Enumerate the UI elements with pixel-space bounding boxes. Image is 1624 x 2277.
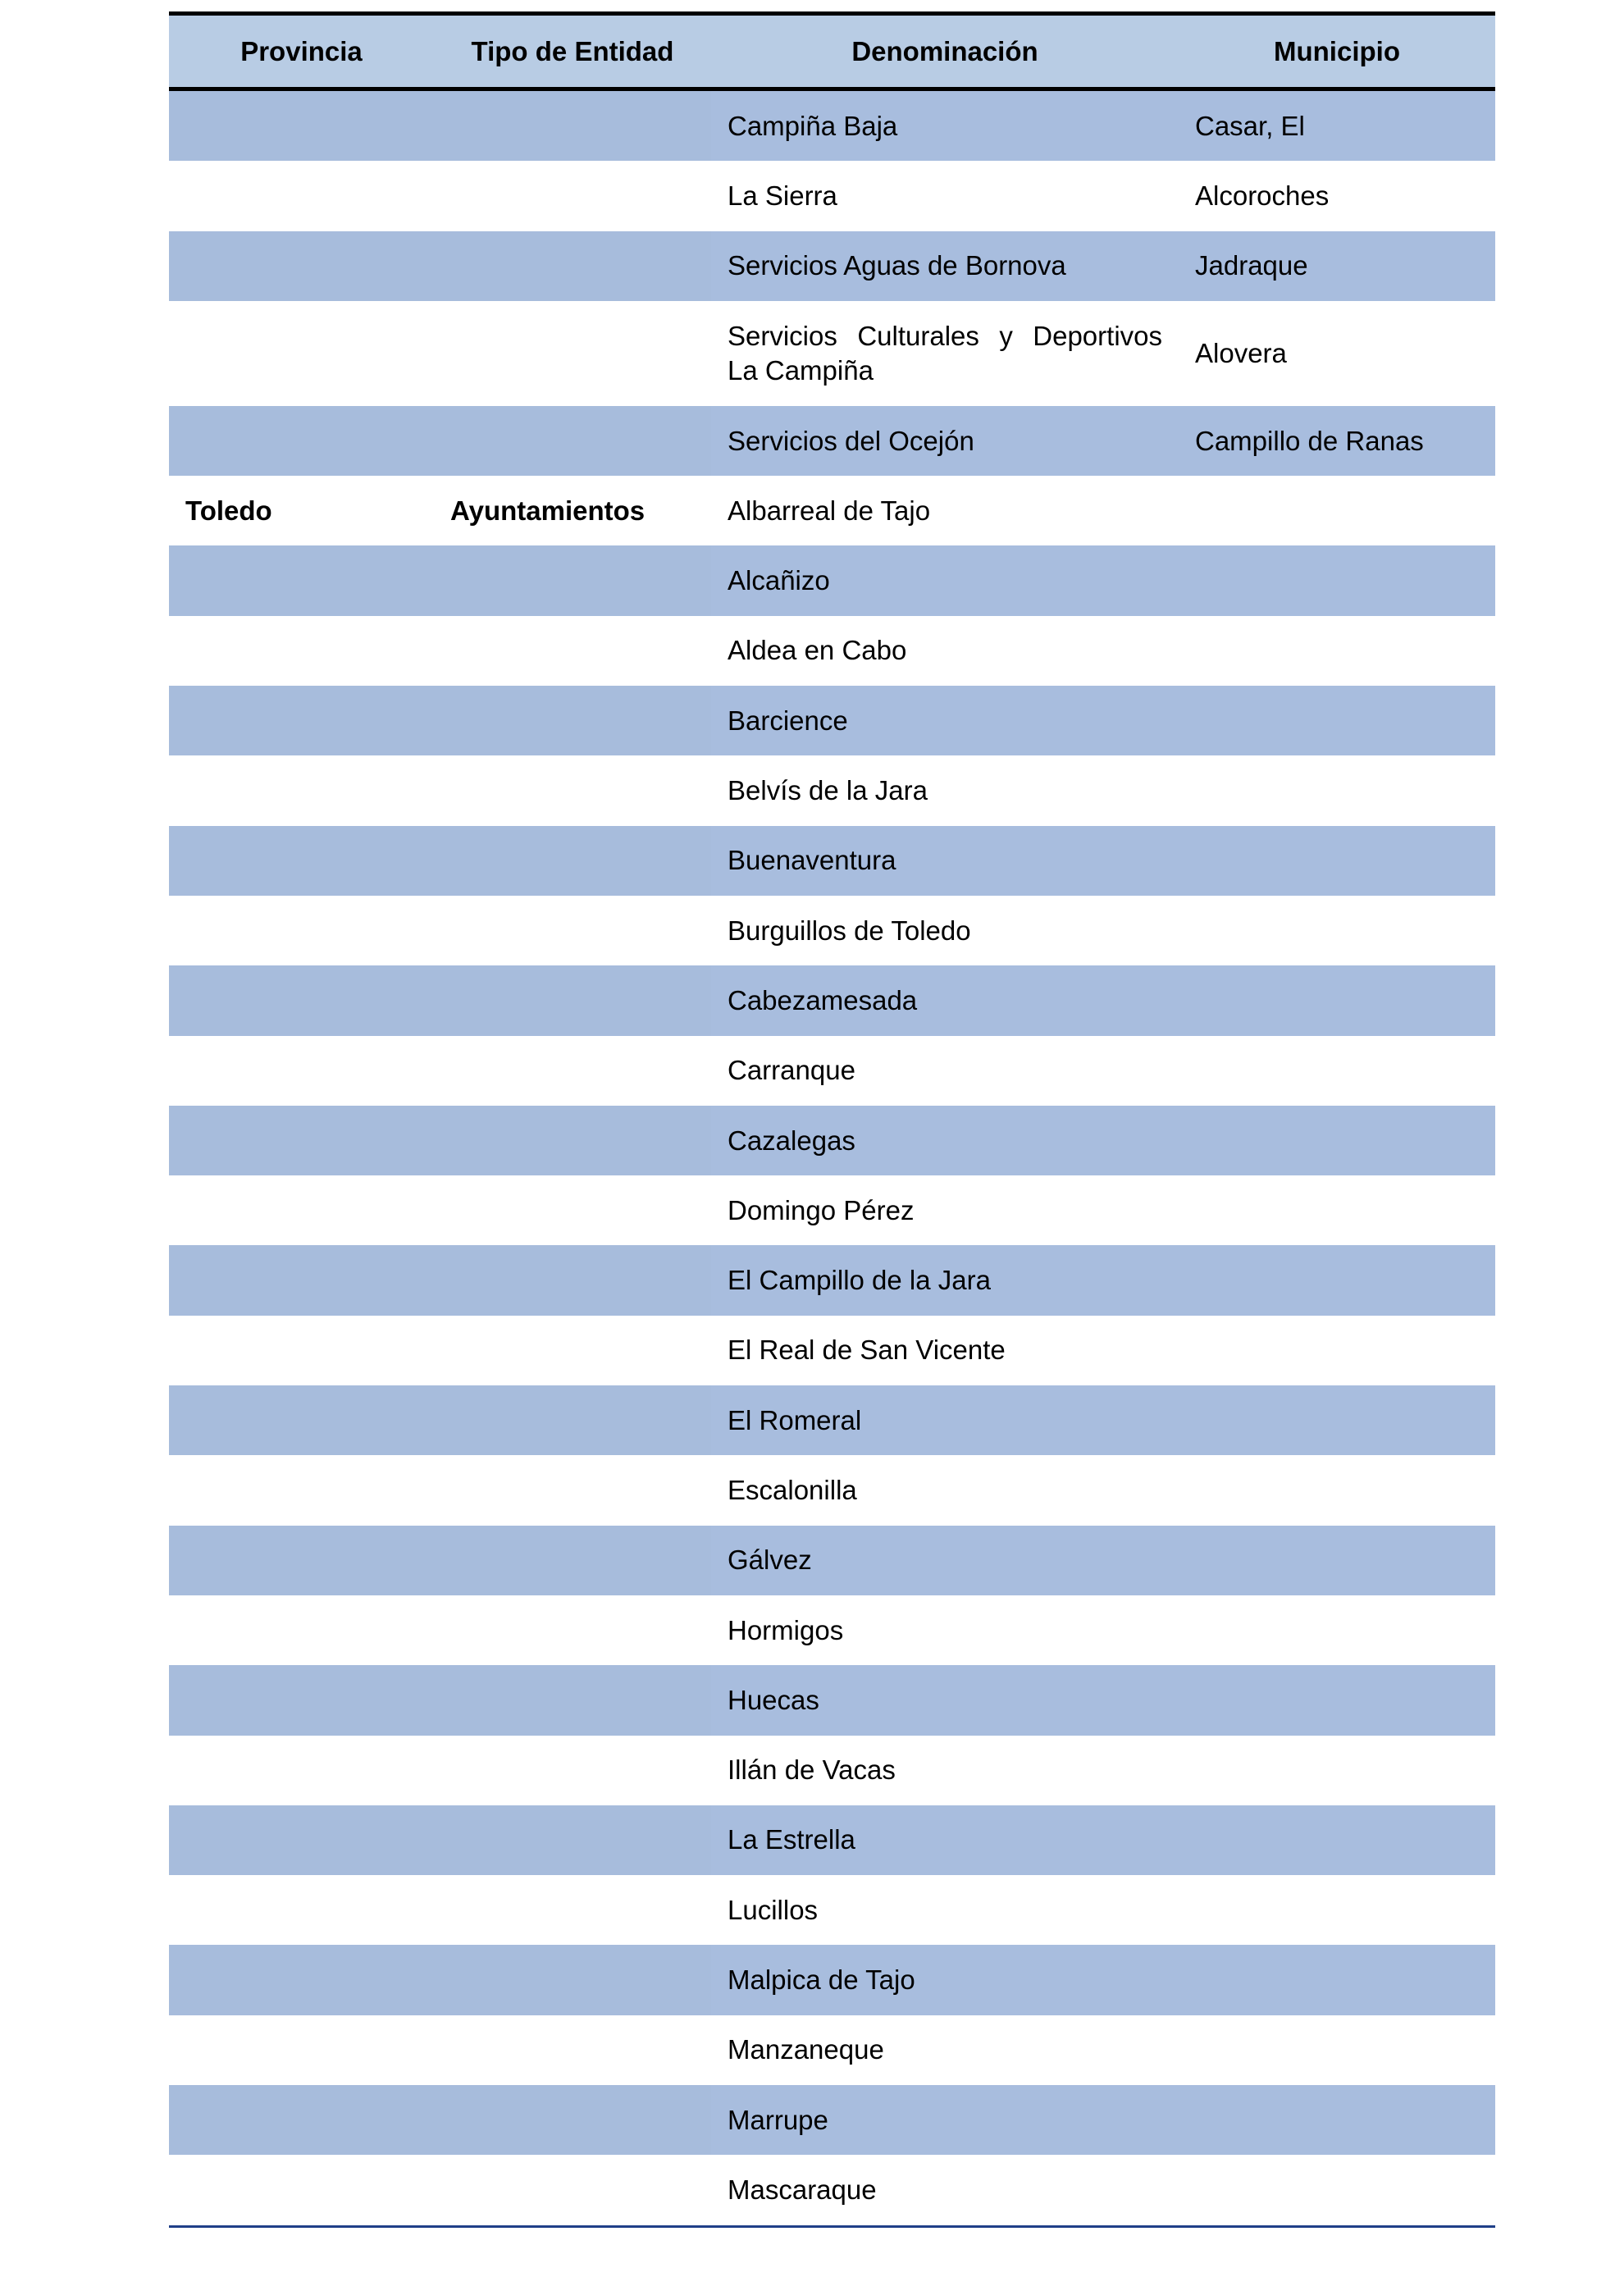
cell-provincia (169, 406, 434, 476)
cell-denominacion: Campiña Baja (728, 110, 898, 141)
table-row (169, 896, 1495, 965)
cell-denominacion: Buenaventura (728, 845, 896, 876)
cell-denominacion: Illán de Vacas (728, 1755, 896, 1786)
cell-denominacion: Marrupe (728, 2104, 828, 2135)
cell-tipo-entidad (434, 161, 711, 230)
cell-municipio (1179, 1106, 1495, 1175)
cell-municipio (1179, 1175, 1495, 1245)
table-row (169, 1526, 1495, 1595)
cell-denominacion: Gálvez (728, 1545, 812, 1576)
cell-provincia (169, 755, 434, 825)
cell-tipo-entidad (434, 1316, 711, 1385)
cell-denominacion: Aldea en Cabo (728, 635, 907, 666)
table-row (169, 616, 1495, 686)
cell-tipo-entidad (434, 1595, 711, 1665)
cell-provincia (169, 1595, 434, 1665)
table-row (169, 161, 1495, 230)
cell-tipo-entidad (434, 965, 711, 1035)
cell-provincia (169, 231, 434, 301)
cell-municipio (1179, 755, 1495, 825)
cell-tipo-entidad (434, 1526, 711, 1595)
cell-tipo-entidad (434, 616, 711, 686)
cell-municipio (1179, 1945, 1495, 2015)
cell-municipio (1179, 1385, 1495, 1455)
cell-provincia (169, 301, 434, 406)
cell-denominacion: Albarreal de Tajo (728, 495, 931, 526)
cell-municipio (1179, 2085, 1495, 2155)
table-body (169, 91, 1495, 2225)
cell-denominacion: Burguillos de Toledo (728, 915, 971, 946)
table-row (169, 1316, 1495, 1385)
cell-tipo-entidad (434, 2015, 711, 2085)
cell-tipo-entidad (434, 686, 711, 755)
cell-denominacion: El Romeral (728, 1404, 862, 1435)
cell-denominacion: Malpica de Tajo (728, 1964, 915, 1996)
cell-municipio (1179, 1316, 1495, 1385)
cell-tipo-entidad (434, 896, 711, 965)
cell-municipio (1179, 545, 1495, 615)
cell-denominacion: Hormigos (728, 1614, 844, 1645)
cell-denominacion: La Estrella (728, 1824, 855, 1855)
cell-denominacion: Carranque (728, 1055, 855, 1086)
cell-denominacion: Manzaneque (728, 2034, 884, 2065)
cell-provincia (169, 1805, 434, 1875)
cell-municipio (1179, 1665, 1495, 1735)
header-denominacion: Denominación (851, 35, 1038, 66)
cell-denominacion: Servicios Culturales y Deportivos La Campiña (728, 320, 1162, 386)
cell-municipio (1179, 2155, 1495, 2225)
cell-provincia (169, 1455, 434, 1525)
table-row (169, 755, 1495, 825)
cell-municipio (1179, 826, 1495, 896)
cell-tipo-entidad (434, 1385, 711, 1455)
table-row (169, 231, 1495, 301)
cell-denominacion: Barcience (728, 705, 848, 736)
table-row (169, 1945, 1495, 2015)
cell-provincia (169, 1385, 434, 1455)
cell-tipo-entidad (434, 301, 711, 406)
table-row (169, 406, 1495, 476)
cell-provincia (169, 686, 434, 755)
cell-provincia (169, 1036, 434, 1106)
cell-denominacion: Belvís de la Jara (728, 775, 928, 806)
cell-provincia (169, 896, 434, 965)
cell-tipo-entidad (434, 1175, 711, 1245)
cell-municipio: Campillo de Ranas (1195, 425, 1424, 456)
table-row (169, 2155, 1495, 2225)
cell-municipio (1179, 2015, 1495, 2085)
cell-municipio (1179, 896, 1495, 965)
cell-tipo-entidad (434, 1805, 711, 1875)
cell-denominacion: Servicios Aguas de Bornova (728, 250, 1066, 281)
cell-municipio (1179, 1526, 1495, 1595)
table-row (169, 301, 1495, 406)
cell-provincia: Toledo (185, 495, 272, 526)
cell-provincia (169, 1526, 434, 1595)
cell-tipo-entidad (434, 2085, 711, 2155)
cell-provincia (169, 965, 434, 1035)
cell-municipio (1179, 476, 1495, 545)
cell-tipo-entidad (434, 2155, 711, 2225)
cell-denominacion: El Campillo de la Jara (728, 1265, 991, 1296)
cell-denominacion: Domingo Pérez (728, 1194, 915, 1225)
table-row (169, 1875, 1495, 1945)
cell-denominacion: La Sierra (728, 180, 837, 211)
cell-municipio (1179, 1875, 1495, 1945)
cell-provincia (169, 1736, 434, 1805)
cell-municipio (1179, 686, 1495, 755)
cell-municipio: Alcoroches (1195, 180, 1330, 211)
cell-municipio (1179, 965, 1495, 1035)
cell-tipo-entidad (434, 545, 711, 615)
cell-tipo-entidad (434, 91, 711, 161)
cell-provincia (169, 616, 434, 686)
cell-municipio (1179, 1455, 1495, 1525)
cell-provincia (169, 1875, 434, 1945)
header-provincia: Provincia (240, 35, 363, 66)
cell-municipio (1179, 1595, 1495, 1665)
cell-tipo-entidad (434, 1736, 711, 1805)
cell-municipio (1179, 1736, 1495, 1805)
table-bottom-rule (169, 2225, 1495, 2228)
cell-tipo-entidad: Ayuntamientos (450, 495, 645, 526)
table-row (169, 1805, 1495, 1875)
table-row (169, 2015, 1495, 2085)
cell-tipo-entidad (434, 1036, 711, 1106)
table-row (169, 476, 1495, 545)
cell-municipio (1179, 1036, 1495, 1106)
cell-denominacion: Cabezamesada (728, 984, 918, 1015)
table-row (169, 826, 1495, 896)
table-row (169, 1385, 1495, 1455)
table-row (169, 1595, 1495, 1665)
cell-denominacion: Alcañizo (728, 565, 830, 596)
cell-provincia (169, 1945, 434, 2015)
cell-denominacion: Lucillos (728, 1894, 819, 1925)
cell-provincia (169, 2015, 434, 2085)
cell-provincia (169, 1106, 434, 1175)
header-municipio: Municipio (1274, 35, 1400, 66)
cell-municipio (1179, 616, 1495, 686)
cell-provincia (169, 1245, 434, 1315)
table-row (169, 1245, 1495, 1315)
cell-tipo-entidad (434, 1945, 711, 2015)
cell-provincia (169, 545, 434, 615)
cell-tipo-entidad (434, 231, 711, 301)
cell-municipio (1179, 1805, 1495, 1875)
cell-tipo-entidad (434, 755, 711, 825)
table-row (169, 545, 1495, 615)
table-row (169, 91, 1495, 161)
cell-provincia (169, 1175, 434, 1245)
table-row (169, 1736, 1495, 1805)
cell-tipo-entidad (434, 826, 711, 896)
table-row (169, 965, 1495, 1035)
header-tipo-entidad: Tipo de Entidad (471, 35, 674, 66)
table-row (169, 2085, 1495, 2155)
cell-provincia (169, 826, 434, 896)
cell-tipo-entidad (434, 406, 711, 476)
cell-municipio: Alovera (1195, 337, 1287, 368)
cell-tipo-entidad (434, 1875, 711, 1945)
table-row (169, 1455, 1495, 1525)
cell-tipo-entidad (434, 1106, 711, 1175)
table-row (169, 1106, 1495, 1175)
cell-provincia (169, 91, 434, 161)
cell-tipo-entidad (434, 1455, 711, 1525)
cell-municipio (1179, 1245, 1495, 1315)
cell-denominacion: Cazalegas (728, 1125, 855, 1156)
table-row (169, 1665, 1495, 1735)
cell-denominacion: Mascaraque (728, 2174, 877, 2205)
table-header-row (169, 16, 1495, 87)
cell-municipio: Jadraque (1195, 250, 1308, 281)
cell-denominacion: Huecas (728, 1684, 819, 1715)
cell-denominacion: Servicios del Ocejón (728, 425, 974, 456)
cell-provincia (169, 2155, 434, 2225)
table-row (169, 1036, 1495, 1106)
cell-tipo-entidad (434, 1665, 711, 1735)
cell-provincia (169, 1665, 434, 1735)
cell-municipio: Casar, El (1195, 110, 1305, 141)
cell-denominacion: Escalonilla (728, 1474, 857, 1505)
cell-denominacion: El Real de San Vicente (728, 1335, 1006, 1366)
cell-provincia (169, 1316, 434, 1385)
cell-provincia (169, 161, 434, 230)
table-row (169, 686, 1495, 755)
cell-tipo-entidad (434, 1245, 711, 1315)
cell-provincia (169, 2085, 434, 2155)
entities-table (169, 11, 1495, 2228)
table-row (169, 1175, 1495, 1245)
